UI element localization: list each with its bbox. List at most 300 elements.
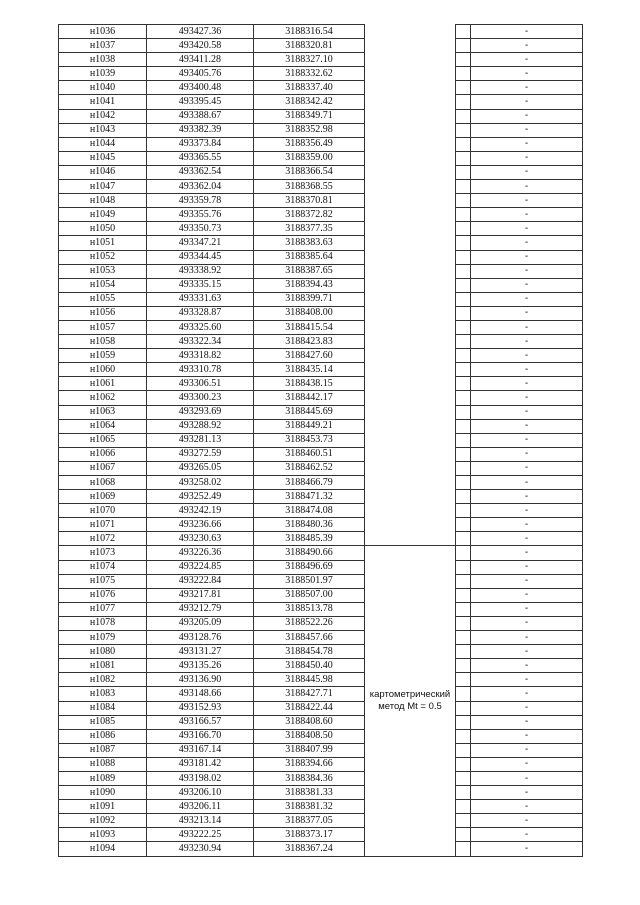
point-name-cell: н1037 xyxy=(59,39,147,53)
dash-cell: - xyxy=(471,278,583,292)
point-name-cell: н1036 xyxy=(59,25,147,39)
spacer-cell xyxy=(456,151,471,165)
x-coordinate-cell: 493152.93 xyxy=(147,701,254,715)
spacer-cell xyxy=(456,546,471,560)
table-row xyxy=(59,560,583,574)
x-coordinate-cell: 493281.13 xyxy=(147,433,254,447)
point-name-cell: н1074 xyxy=(59,560,147,574)
spacer-cell xyxy=(456,616,471,630)
x-coordinate-cell: 493230.94 xyxy=(147,842,254,856)
y-coordinate-cell: 3188377.35 xyxy=(254,222,365,236)
point-name-cell: н1067 xyxy=(59,461,147,475)
dash-cell: - xyxy=(471,757,583,771)
x-coordinate-cell: 493400.48 xyxy=(147,81,254,95)
table-row xyxy=(59,504,583,518)
table-row xyxy=(59,25,583,39)
point-name-cell: н1075 xyxy=(59,574,147,588)
table-row xyxy=(59,588,583,602)
spacer-cell xyxy=(456,39,471,53)
y-coordinate-cell: 3188332.62 xyxy=(254,67,365,81)
dash-cell: - xyxy=(471,532,583,546)
y-coordinate-cell: 3188450.40 xyxy=(254,659,365,673)
spacer-cell xyxy=(456,504,471,518)
x-coordinate-cell: 493310.78 xyxy=(147,363,254,377)
y-coordinate-cell: 3188349.71 xyxy=(254,109,365,123)
point-name-cell: н1066 xyxy=(59,447,147,461)
dash-cell: - xyxy=(471,743,583,757)
x-coordinate-cell: 493222.25 xyxy=(147,828,254,842)
dash-cell: - xyxy=(471,405,583,419)
table-row xyxy=(59,757,583,771)
x-coordinate-cell: 493128.76 xyxy=(147,631,254,645)
method-cell-empty xyxy=(365,81,456,95)
dash-cell: - xyxy=(471,165,583,179)
y-coordinate-cell: 3188435.14 xyxy=(254,363,365,377)
point-name-cell: н1061 xyxy=(59,377,147,391)
x-coordinate-cell: 493148.66 xyxy=(147,687,254,701)
y-coordinate-cell: 3188471.32 xyxy=(254,490,365,504)
spacer-cell xyxy=(456,335,471,349)
spacer-cell xyxy=(456,363,471,377)
dash-cell: - xyxy=(471,504,583,518)
x-coordinate-cell: 493328.87 xyxy=(147,306,254,320)
x-coordinate-cell: 493362.54 xyxy=(147,165,254,179)
point-name-cell: н1089 xyxy=(59,771,147,785)
x-coordinate-cell: 493288.92 xyxy=(147,419,254,433)
spacer-cell xyxy=(456,278,471,292)
table-row xyxy=(59,687,583,701)
x-coordinate-cell: 493131.27 xyxy=(147,645,254,659)
dash-cell: - xyxy=(471,250,583,264)
x-coordinate-cell: 493272.59 xyxy=(147,447,254,461)
spacer-cell xyxy=(456,447,471,461)
point-name-cell: н1050 xyxy=(59,222,147,236)
method-cell-empty xyxy=(365,151,456,165)
method-cell-empty xyxy=(365,67,456,81)
dash-cell: - xyxy=(471,673,583,687)
point-name-cell: н1047 xyxy=(59,180,147,194)
table-row xyxy=(59,264,583,278)
table-row xyxy=(59,81,583,95)
table-row xyxy=(59,743,583,757)
dash-cell: - xyxy=(471,842,583,856)
y-coordinate-cell: 3188407.99 xyxy=(254,743,365,757)
method-cell-empty xyxy=(365,109,456,123)
table-row xyxy=(59,306,583,320)
table-row xyxy=(59,335,583,349)
table-row xyxy=(59,137,583,151)
dash-cell: - xyxy=(471,137,583,151)
point-name-cell: н1046 xyxy=(59,165,147,179)
method-cell-empty xyxy=(365,476,456,490)
dash-cell: - xyxy=(471,222,583,236)
method-cell-empty xyxy=(365,405,456,419)
method-cell-empty xyxy=(365,236,456,250)
spacer-cell xyxy=(456,433,471,447)
dash-cell: - xyxy=(471,631,583,645)
y-coordinate-cell: 3188356.49 xyxy=(254,137,365,151)
x-coordinate-cell: 493252.49 xyxy=(147,490,254,504)
table-row xyxy=(59,151,583,165)
x-coordinate-cell: 493395.45 xyxy=(147,95,254,109)
table-row xyxy=(59,236,583,250)
spacer-cell xyxy=(456,461,471,475)
x-coordinate-cell: 493217.81 xyxy=(147,588,254,602)
x-coordinate-cell: 493265.05 xyxy=(147,461,254,475)
dash-cell: - xyxy=(471,180,583,194)
x-coordinate-cell: 493236.66 xyxy=(147,518,254,532)
x-coordinate-cell: 493347.21 xyxy=(147,236,254,250)
dash-cell: - xyxy=(471,546,583,560)
table-row xyxy=(59,363,583,377)
table-row xyxy=(59,208,583,222)
point-name-cell: н1056 xyxy=(59,306,147,320)
x-coordinate-cell: 493135.26 xyxy=(147,659,254,673)
method-cell-empty xyxy=(365,165,456,179)
x-coordinate-cell: 493167.14 xyxy=(147,743,254,757)
y-coordinate-cell: 3188394.43 xyxy=(254,278,365,292)
x-coordinate-cell: 493427.36 xyxy=(147,25,254,39)
y-coordinate-cell: 3188474.08 xyxy=(254,504,365,518)
spacer-cell xyxy=(456,828,471,842)
x-coordinate-cell: 493382.39 xyxy=(147,123,254,137)
spacer-cell xyxy=(456,673,471,687)
point-name-cell: н1052 xyxy=(59,250,147,264)
x-coordinate-cell: 493350.73 xyxy=(147,222,254,236)
point-name-cell: н1084 xyxy=(59,701,147,715)
y-coordinate-cell: 3188352.98 xyxy=(254,123,365,137)
y-coordinate-cell: 3188438.15 xyxy=(254,377,365,391)
point-name-cell: н1049 xyxy=(59,208,147,222)
y-coordinate-cell: 3188399.71 xyxy=(254,292,365,306)
dash-cell: - xyxy=(471,490,583,504)
spacer-cell xyxy=(456,602,471,616)
point-name-cell: н1065 xyxy=(59,433,147,447)
y-coordinate-cell: 3188501.97 xyxy=(254,574,365,588)
point-name-cell: н1082 xyxy=(59,673,147,687)
x-coordinate-cell: 493242.19 xyxy=(147,504,254,518)
method-cell-empty xyxy=(365,490,456,504)
spacer-cell xyxy=(456,264,471,278)
x-coordinate-cell: 493166.70 xyxy=(147,729,254,743)
spacer-cell xyxy=(456,560,471,574)
spacer-cell xyxy=(456,53,471,67)
dash-cell: - xyxy=(471,447,583,461)
method-cell-empty xyxy=(365,419,456,433)
y-coordinate-cell: 3188394.66 xyxy=(254,757,365,771)
y-coordinate-cell: 3188422.44 xyxy=(254,701,365,715)
dash-cell: - xyxy=(471,433,583,447)
table-row xyxy=(59,391,583,405)
spacer-cell xyxy=(456,405,471,419)
spacer-cell xyxy=(456,490,471,504)
point-name-cell: н1073 xyxy=(59,546,147,560)
dash-cell: - xyxy=(471,363,583,377)
method-cell-empty xyxy=(365,306,456,320)
point-name-cell: н1088 xyxy=(59,757,147,771)
dash-cell: - xyxy=(471,476,583,490)
y-coordinate-cell: 3188445.98 xyxy=(254,673,365,687)
spacer-cell xyxy=(456,771,471,785)
spacer-cell xyxy=(456,588,471,602)
y-coordinate-cell: 3188368.55 xyxy=(254,180,365,194)
y-coordinate-cell: 3188460.51 xyxy=(254,447,365,461)
dash-cell: - xyxy=(471,109,583,123)
table-row xyxy=(59,194,583,208)
point-name-cell: н1057 xyxy=(59,320,147,334)
method-cell-empty xyxy=(365,433,456,447)
table-row xyxy=(59,433,583,447)
dash-cell: - xyxy=(471,123,583,137)
spacer-cell xyxy=(456,377,471,391)
point-name-cell: н1083 xyxy=(59,687,147,701)
x-coordinate-cell: 493359.78 xyxy=(147,194,254,208)
table-row xyxy=(59,771,583,785)
x-coordinate-cell: 493306.51 xyxy=(147,377,254,391)
spacer-cell xyxy=(456,729,471,743)
point-name-cell: н1080 xyxy=(59,645,147,659)
table-row xyxy=(59,602,583,616)
method-cell-empty xyxy=(365,194,456,208)
table-row xyxy=(59,180,583,194)
point-name-cell: н1054 xyxy=(59,278,147,292)
point-name-cell: н1043 xyxy=(59,123,147,137)
spacer-cell xyxy=(456,842,471,856)
dash-cell: - xyxy=(471,39,583,53)
x-coordinate-cell: 493230.63 xyxy=(147,532,254,546)
point-name-cell: н1053 xyxy=(59,264,147,278)
method-cell-empty xyxy=(365,123,456,137)
point-name-cell: н1063 xyxy=(59,405,147,419)
point-name-cell: н1068 xyxy=(59,476,147,490)
y-coordinate-cell: 3188454.78 xyxy=(254,645,365,659)
y-coordinate-cell: 3188442.17 xyxy=(254,391,365,405)
table-row xyxy=(59,53,583,67)
dash-cell: - xyxy=(471,800,583,814)
point-name-cell: н1038 xyxy=(59,53,147,67)
spacer-cell xyxy=(456,814,471,828)
coordinates-table-page xyxy=(58,24,582,857)
x-coordinate-cell: 493344.45 xyxy=(147,250,254,264)
spacer-cell xyxy=(456,419,471,433)
spacer-cell xyxy=(456,25,471,39)
table-row xyxy=(59,250,583,264)
y-coordinate-cell: 3188327.10 xyxy=(254,53,365,67)
x-coordinate-cell: 493373.84 xyxy=(147,137,254,151)
spacer-cell xyxy=(456,574,471,588)
table-row xyxy=(59,165,583,179)
dash-cell: - xyxy=(471,320,583,334)
spacer-cell xyxy=(456,222,471,236)
table-row xyxy=(59,39,583,53)
point-name-cell: н1076 xyxy=(59,588,147,602)
table-row xyxy=(59,320,583,334)
dash-cell: - xyxy=(471,560,583,574)
dash-cell: - xyxy=(471,391,583,405)
y-coordinate-cell: 3188342.42 xyxy=(254,95,365,109)
dash-cell: - xyxy=(471,67,583,81)
x-coordinate-cell: 493226.36 xyxy=(147,546,254,560)
spacer-cell xyxy=(456,532,471,546)
table-row xyxy=(59,405,583,419)
point-name-cell: н1086 xyxy=(59,729,147,743)
method-cell-empty xyxy=(365,53,456,67)
table-row xyxy=(59,67,583,81)
table-row xyxy=(59,532,583,546)
dash-cell: - xyxy=(471,95,583,109)
y-coordinate-cell: 3188513.78 xyxy=(254,602,365,616)
point-name-cell: н1094 xyxy=(59,842,147,856)
dash-cell: - xyxy=(471,419,583,433)
point-name-cell: н1070 xyxy=(59,504,147,518)
y-coordinate-cell: 3188387.65 xyxy=(254,264,365,278)
spacer-cell xyxy=(456,476,471,490)
point-name-cell: н1039 xyxy=(59,67,147,81)
x-coordinate-cell: 493365.55 xyxy=(147,151,254,165)
y-coordinate-cell: 3188377.05 xyxy=(254,814,365,828)
spacer-cell xyxy=(456,292,471,306)
table-row xyxy=(59,659,583,673)
method-cell-empty xyxy=(365,208,456,222)
y-coordinate-cell: 3188372.82 xyxy=(254,208,365,222)
y-coordinate-cell: 3188383.63 xyxy=(254,236,365,250)
point-name-cell: н1041 xyxy=(59,95,147,109)
point-name-cell: н1059 xyxy=(59,349,147,363)
x-coordinate-cell: 493166.57 xyxy=(147,715,254,729)
method-cell-empty xyxy=(365,278,456,292)
point-name-cell: н1090 xyxy=(59,786,147,800)
table-row xyxy=(59,222,583,236)
table-row xyxy=(59,95,583,109)
point-name-cell: н1079 xyxy=(59,631,147,645)
y-coordinate-cell: 3188457.66 xyxy=(254,631,365,645)
point-name-cell: н1081 xyxy=(59,659,147,673)
x-coordinate-cell: 493405.76 xyxy=(147,67,254,81)
table-row xyxy=(59,616,583,630)
point-name-cell: н1077 xyxy=(59,602,147,616)
spacer-cell xyxy=(456,701,471,715)
dash-cell: - xyxy=(471,377,583,391)
dash-cell: - xyxy=(471,306,583,320)
method-cell-empty xyxy=(365,292,456,306)
y-coordinate-cell: 3188384.36 xyxy=(254,771,365,785)
y-coordinate-cell: 3188337.40 xyxy=(254,81,365,95)
dash-cell: - xyxy=(471,659,583,673)
spacer-cell xyxy=(456,123,471,137)
dash-cell: - xyxy=(471,335,583,349)
point-name-cell: н1078 xyxy=(59,616,147,630)
dash-cell: - xyxy=(471,645,583,659)
y-coordinate-cell: 3188370.81 xyxy=(254,194,365,208)
y-coordinate-cell: 3188445.69 xyxy=(254,405,365,419)
method-cell-empty xyxy=(365,504,456,518)
table-row xyxy=(59,673,583,687)
method-cell-empty xyxy=(365,532,456,546)
y-coordinate-cell: 3188415.54 xyxy=(254,320,365,334)
x-coordinate-cell: 493136.90 xyxy=(147,673,254,687)
table-row xyxy=(59,701,583,715)
y-coordinate-cell: 3188373.17 xyxy=(254,828,365,842)
spacer-cell xyxy=(456,194,471,208)
spacer-cell xyxy=(456,800,471,814)
x-coordinate-cell: 493325.60 xyxy=(147,320,254,334)
point-name-cell: н1040 xyxy=(59,81,147,95)
table-row xyxy=(59,645,583,659)
y-coordinate-cell: 3188316.54 xyxy=(254,25,365,39)
y-coordinate-cell: 3188320.81 xyxy=(254,39,365,53)
spacer-cell xyxy=(456,95,471,109)
point-name-cell: н1044 xyxy=(59,137,147,151)
dash-cell: - xyxy=(471,574,583,588)
y-coordinate-cell: 3188381.32 xyxy=(254,800,365,814)
point-name-cell: н1058 xyxy=(59,335,147,349)
dash-cell: - xyxy=(471,729,583,743)
point-name-cell: н1091 xyxy=(59,800,147,814)
method-cell-empty xyxy=(365,518,456,532)
x-coordinate-cell: 493213.14 xyxy=(147,814,254,828)
spacer-cell xyxy=(456,349,471,363)
point-name-cell: н1072 xyxy=(59,532,147,546)
table-row xyxy=(59,476,583,490)
spacer-cell xyxy=(456,236,471,250)
y-coordinate-cell: 3188408.50 xyxy=(254,729,365,743)
dash-cell: - xyxy=(471,208,583,222)
y-coordinate-cell: 3188381.33 xyxy=(254,786,365,800)
point-name-cell: н1087 xyxy=(59,743,147,757)
point-name-cell: н1092 xyxy=(59,814,147,828)
method-cell-empty xyxy=(365,349,456,363)
table-row xyxy=(59,729,583,743)
dash-cell: - xyxy=(471,786,583,800)
dash-cell: - xyxy=(471,349,583,363)
spacer-cell xyxy=(456,518,471,532)
method-cell-empty xyxy=(365,137,456,151)
table-row xyxy=(59,828,583,842)
y-coordinate-cell: 3188522.26 xyxy=(254,616,365,630)
y-coordinate-cell: 3188507.00 xyxy=(254,588,365,602)
table-row xyxy=(59,574,583,588)
spacer-cell xyxy=(456,180,471,194)
dash-cell: - xyxy=(471,194,583,208)
y-coordinate-cell: 3188485.39 xyxy=(254,532,365,546)
y-coordinate-cell: 3188480.36 xyxy=(254,518,365,532)
x-coordinate-cell: 493206.10 xyxy=(147,786,254,800)
spacer-cell xyxy=(456,137,471,151)
dash-cell: - xyxy=(471,588,583,602)
spacer-cell xyxy=(456,250,471,264)
method-cell-empty xyxy=(365,95,456,109)
table-row xyxy=(59,278,583,292)
x-coordinate-cell: 493222.84 xyxy=(147,574,254,588)
dash-cell: - xyxy=(471,771,583,785)
x-coordinate-cell: 493411.28 xyxy=(147,53,254,67)
dash-cell: - xyxy=(471,81,583,95)
spacer-cell xyxy=(456,391,471,405)
table-row xyxy=(59,786,583,800)
spacer-cell xyxy=(456,208,471,222)
dash-cell: - xyxy=(471,53,583,67)
point-name-cell: н1064 xyxy=(59,419,147,433)
y-coordinate-cell: 3188427.71 xyxy=(254,687,365,701)
dash-cell: - xyxy=(471,236,583,250)
table-row xyxy=(59,518,583,532)
dash-cell: - xyxy=(471,701,583,715)
spacer-cell xyxy=(456,109,471,123)
table-row xyxy=(59,447,583,461)
spacer-cell xyxy=(456,743,471,757)
dash-cell: - xyxy=(471,518,583,532)
x-coordinate-cell: 493181.42 xyxy=(147,757,254,771)
